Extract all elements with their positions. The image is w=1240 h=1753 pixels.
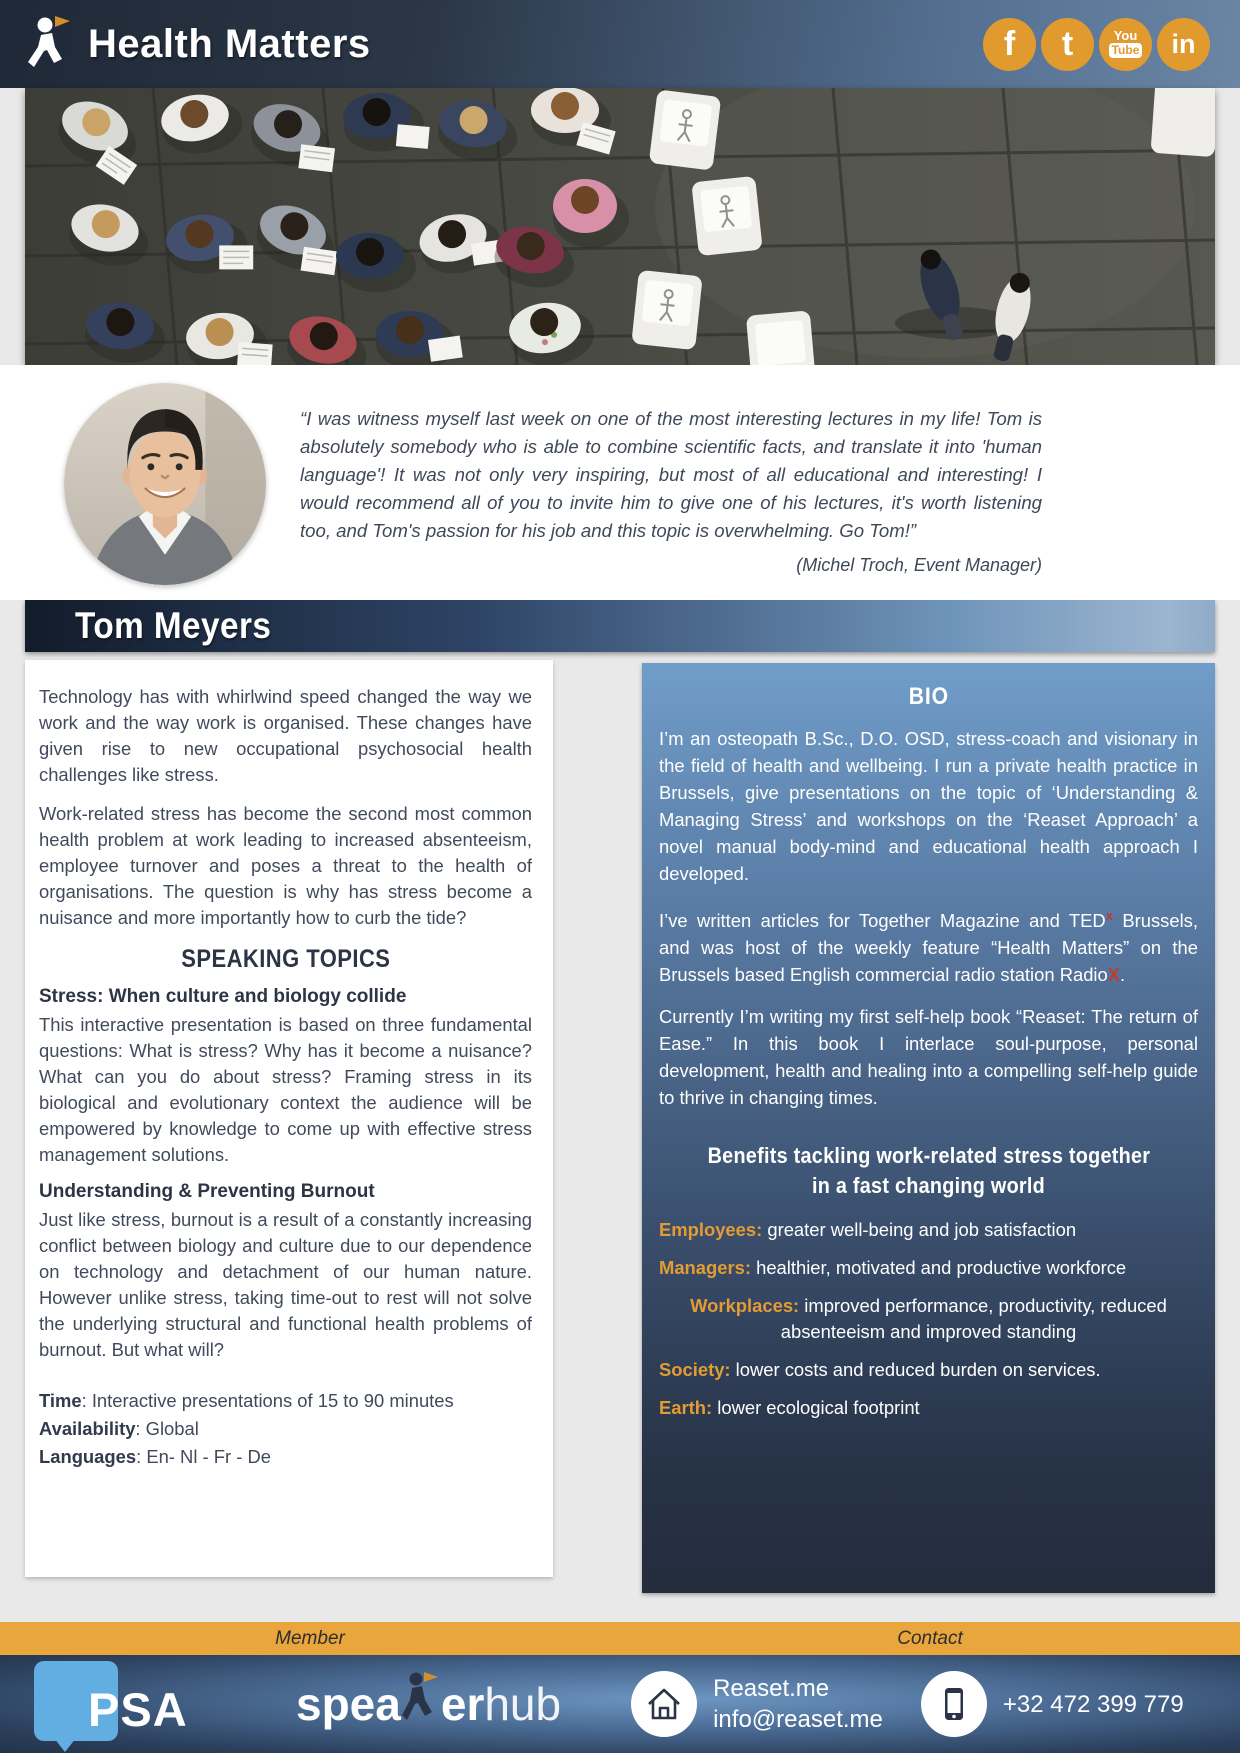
phone-contact[interactable] [921,1671,1184,1737]
twitter-icon[interactable]: t [1041,18,1094,71]
benefit-item: Society: lower costs and reduced burden on services. [659,1359,1101,1381]
detail-row: Time: Interactive presentations of 15 to 90 minutes [39,1390,454,1411]
detail-row: Availability: Global [39,1418,199,1439]
tedx-highlight: x [1105,908,1113,923]
social-icons [983,18,1210,71]
bio-paragraph: Currently I’m writing my first self-help book “Reaset: The return of Ease.” In this book I interlace soul-purpose, personal development, health and healing into a compelling self-help guide to thrive in changing times. [659,1006,1198,1109]
bio-title: BIO [908,683,949,710]
website-contact[interactable] [631,1671,883,1737]
linkedin-icon[interactable]: in [1157,18,1210,71]
brand-logo-icon [28,13,74,76]
header [0,0,1240,88]
speaker-name: Tom Meyers [75,605,272,646]
member-label: Member [275,1628,345,1649]
name-banner [25,600,1215,652]
psa-label: PSA [88,1683,188,1736]
bio-paragraph: I’m an osteopath B.Sc., D.O. OSD, stress-coach and visionary in the field of health and wellbeing. I run a private health practice in Brussels, give presentations on the topic of ‘Understanding & Managing Stress’ and workshops on the ‘Reaset Approach’ a novel manual body-mind and educational health approach I developed. [659,728,1198,884]
testimonial-quote: “I was witness myself last week on one of the most interesting lectures in my life! Tom is absolutely somebody who is able to combine scientific facts, and translate it into 'human language'! It was not only very inspiring, but most of all educational and interesting! I would recommend all of you to invite him to give one of his lectures, it's worth listening too, and Tom's passion for his job and this topic is overwhelming. Go Tom!” [300,408,1042,541]
main-columns [25,660,1215,1593]
member-contact-bar [0,1622,1240,1655]
youtube-icon[interactable]: You Tube [1099,18,1152,71]
speakerhub-figure-icon [401,1670,441,1739]
bio-panel [642,663,1215,1593]
intro-paragraph: Work-related stress has become the second most common health problem at work leading to increased absenteeism, employee turnover and poses a threat to the health of organisations. The question is why has stress become a nuisance and more importantly how to curb the tide? [39,803,532,928]
benefit-item: Earth: lower ecological footprint [659,1397,920,1419]
hero-photo [25,88,1215,365]
page-title: Health Matters [88,21,371,66]
phone-number: +32 472 399 779 [1002,1690,1184,1718]
benefit-item: Employees: greater well-being and job satisfaction [659,1219,1077,1241]
footer [0,1655,1240,1753]
benefit-item: Workplaces: improved performance, productivity, reduced absenteeism and improved standing [690,1295,1167,1343]
brand [28,13,371,76]
topic-title: Stress: When culture and biology collide [39,986,407,1007]
home-icon [631,1671,697,1737]
topic-title: Understanding & Preventing Burnout [39,1181,375,1202]
facebook-icon[interactable]: f [983,18,1036,71]
topic-body: Just like stress, burnout is a result of a constantly increasing conflict between biology and culture due to our dependence on technology and detachment of our human nature. However unlike stress, taking time-out to rest will not solve the underlying structural and functional health problems of burnout. But what will? [39,1209,532,1360]
testimonial-text [300,405,1042,576]
session-details [39,1387,532,1471]
intro-paragraph: Technology has with whirlwind speed changed the way we work and the way work is organised. These changes have given rise to new occupational psychosocial health challenges like stress. [39,686,532,785]
detail-row: Languages: En- Nl - Fr - De [39,1446,271,1467]
email-address[interactable]: info@reaset.me [713,1706,883,1733]
testimonial-section [0,365,1240,600]
contact-label: Contact [897,1628,963,1649]
speaking-topics-title: SPEAKING TOPICS [180,945,391,973]
testimonial-attribution: (Michel Troch, Event Manager) [796,555,1042,575]
benefit-item: Managers: healthier, motivated and productive workforce [659,1257,1127,1279]
bio-paragraph: I’ve written articles for Together Magazine and TED$^x$ Brussels, and was host of the weekly feature “Health Matters” on the Brussels based English commercial radio station RadioX. [659,908,1198,986]
phone-icon [921,1671,987,1737]
psa-logo[interactable] [34,1660,230,1748]
speakerhub-logo[interactable]: spea er hub [296,1670,561,1739]
benefits-title: Benefits tackling work-related stress together in a fast changing world [707,1143,1150,1199]
avatar [64,383,266,585]
radiox-highlight: X [1107,964,1121,986]
website-url[interactable]: Reaset.me [713,1675,830,1702]
topic-body: This interactive presentation is based on three fundamental questions: What is stress? Why has it become a nuisance? What can you do about stress? Framing stress in its biological and evolutionary context the audience will be empowered by knowledge to come up with effective stress management solutions. [39,1014,532,1165]
speaking-topics-panel [25,660,553,1577]
